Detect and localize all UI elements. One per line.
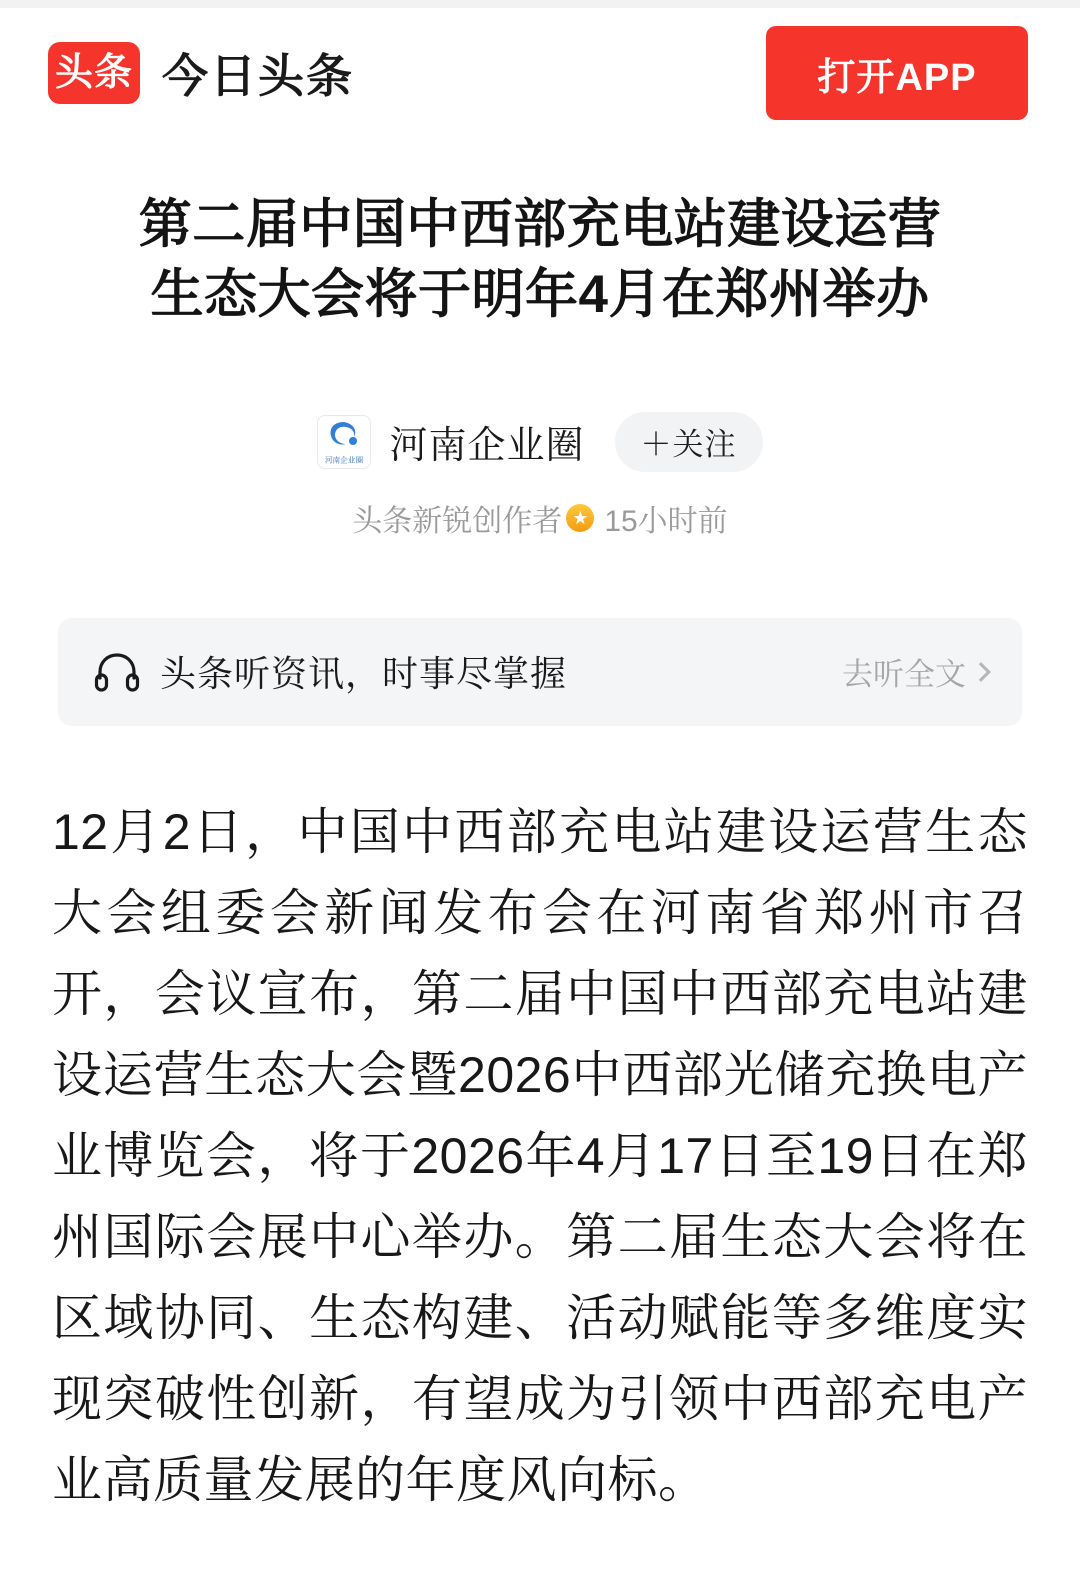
- article-meta: [0, 496, 1080, 540]
- chevron-right-icon: [971, 662, 991, 682]
- swirl-icon: [327, 420, 361, 450]
- avatar[interactable]: [317, 415, 371, 469]
- timestamp: 15小时前: [604, 504, 728, 538]
- medal-icon: ★: [566, 504, 594, 532]
- headphones-icon: [94, 652, 140, 692]
- page-title: 第二届中国中西部充电站建设运营生态大会将于明年4月在郑州举办: [138, 195, 942, 324]
- listen-banner[interactable]: [58, 618, 1022, 726]
- author-name[interactable]: 河南企业圈: [389, 425, 585, 468]
- listen-banner-text: 头条听资讯，时事尽掌握: [160, 653, 568, 695]
- creator-badge-label: 头条新锐创作者: [352, 504, 563, 538]
- follow-button[interactable]: ＋关注: [615, 412, 763, 472]
- open-app-button[interactable]: 打开APP: [766, 26, 1028, 120]
- status-strip: [0, 0, 1080, 8]
- listen-full-text-link[interactable]: [842, 649, 988, 694]
- avatar-caption: 河南企业圈: [325, 455, 364, 465]
- brand[interactable]: [48, 40, 354, 106]
- site-header: [0, 8, 1080, 138]
- article-body: 12月2日，中国中西部充电站建设运营生态大会组委会新闻发布会在河南省郑州市召开，会议宣布，第二届中国中西部充电站建设运营生态大会暨2026中西部光储充换电产业博览会，将于2026年4月17日至19日在郑州国际会展中心举办。第二届生态大会将在区域协同、生态构建、活动赋能等多维度实现突破性创新，有望成为引领中西部充电产业高质量发展的年度风向标。: [52, 803, 1028, 1508]
- creator-badge: [352, 496, 594, 540]
- toutiao-logo-icon: 头条: [48, 42, 140, 104]
- brand-name: 今日头条: [162, 50, 354, 102]
- listen-cta-label: 去听全文: [842, 657, 966, 693]
- author-row: [0, 412, 1080, 472]
